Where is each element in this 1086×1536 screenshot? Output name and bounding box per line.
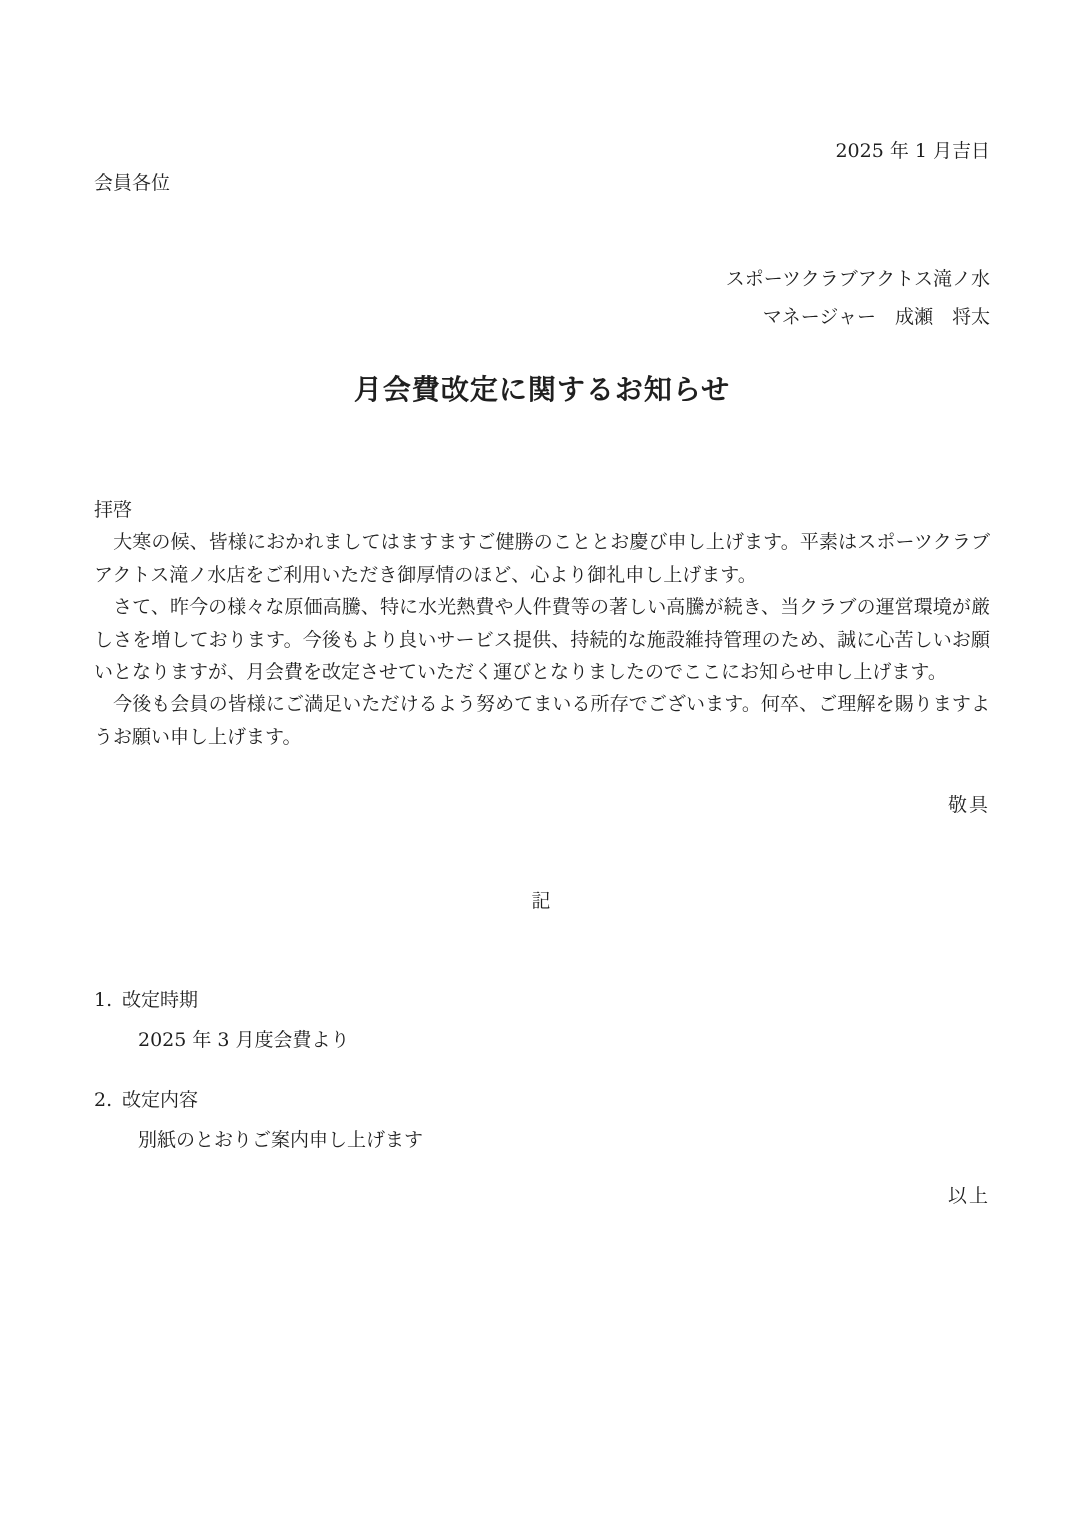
list-item-1-number: 1.: [94, 989, 113, 1012]
list-item-2-number: 2.: [94, 1088, 113, 1111]
document-title: 月会費改定に関するお知らせ: [353, 373, 731, 406]
end-marker: 以上: [947, 1184, 990, 1207]
body-paragraph-1: 大寒の候、皆様におかれましてはますますご健勝のこととお慶び申し上げます。平素はスポーツクラブアクトス滝ノ水店をご利用いただき御厚情のほど、心より御礼申し上げます。: [94, 531, 990, 586]
recipient-line: 会員各位: [94, 172, 171, 194]
body-paragraph-2: さて、昨今の様々な原価高騰、特に水光熱費や人件費等の著しい高騰が続き、当クラブの運営環境が厳しさを増しております。今後もより良いサービス提供、持続的な施設維持管理のため、誠に心苦しいお願いとなりますが、月会費を改定させていただく運びとなりましたのでここにお知らせ申し上げます。: [94, 596, 990, 684]
letter-date: 2025 年 1 月吉日: [835, 140, 990, 162]
record-marker: 記: [531, 889, 553, 912]
list-item-2-detail: 別紙のとおりご案内申し上げます: [138, 1129, 424, 1152]
salutation: 拝啓: [94, 499, 133, 521]
sender-person: マネージャー 成瀬 将太: [762, 306, 990, 328]
list-item-1-label: 改定時期: [122, 989, 199, 1012]
closing-word: 敬具: [947, 794, 990, 817]
sender-organization: スポーツクラブアクトス滝ノ水: [725, 268, 990, 290]
list-item-1-detail: 2025 年 3 月度会費より: [138, 1029, 350, 1052]
list-item-revision-content: [94, 1084, 990, 1116]
list-item-revision-date: [94, 984, 990, 1016]
body-paragraph-3: 今後も会員の皆様にご満足いただけるよう努めてまいる所存でございます。何卒、ご理解を賜りますようお願い申し上げます。: [94, 693, 990, 748]
list-item-2-label: 改定内容: [122, 1088, 199, 1111]
